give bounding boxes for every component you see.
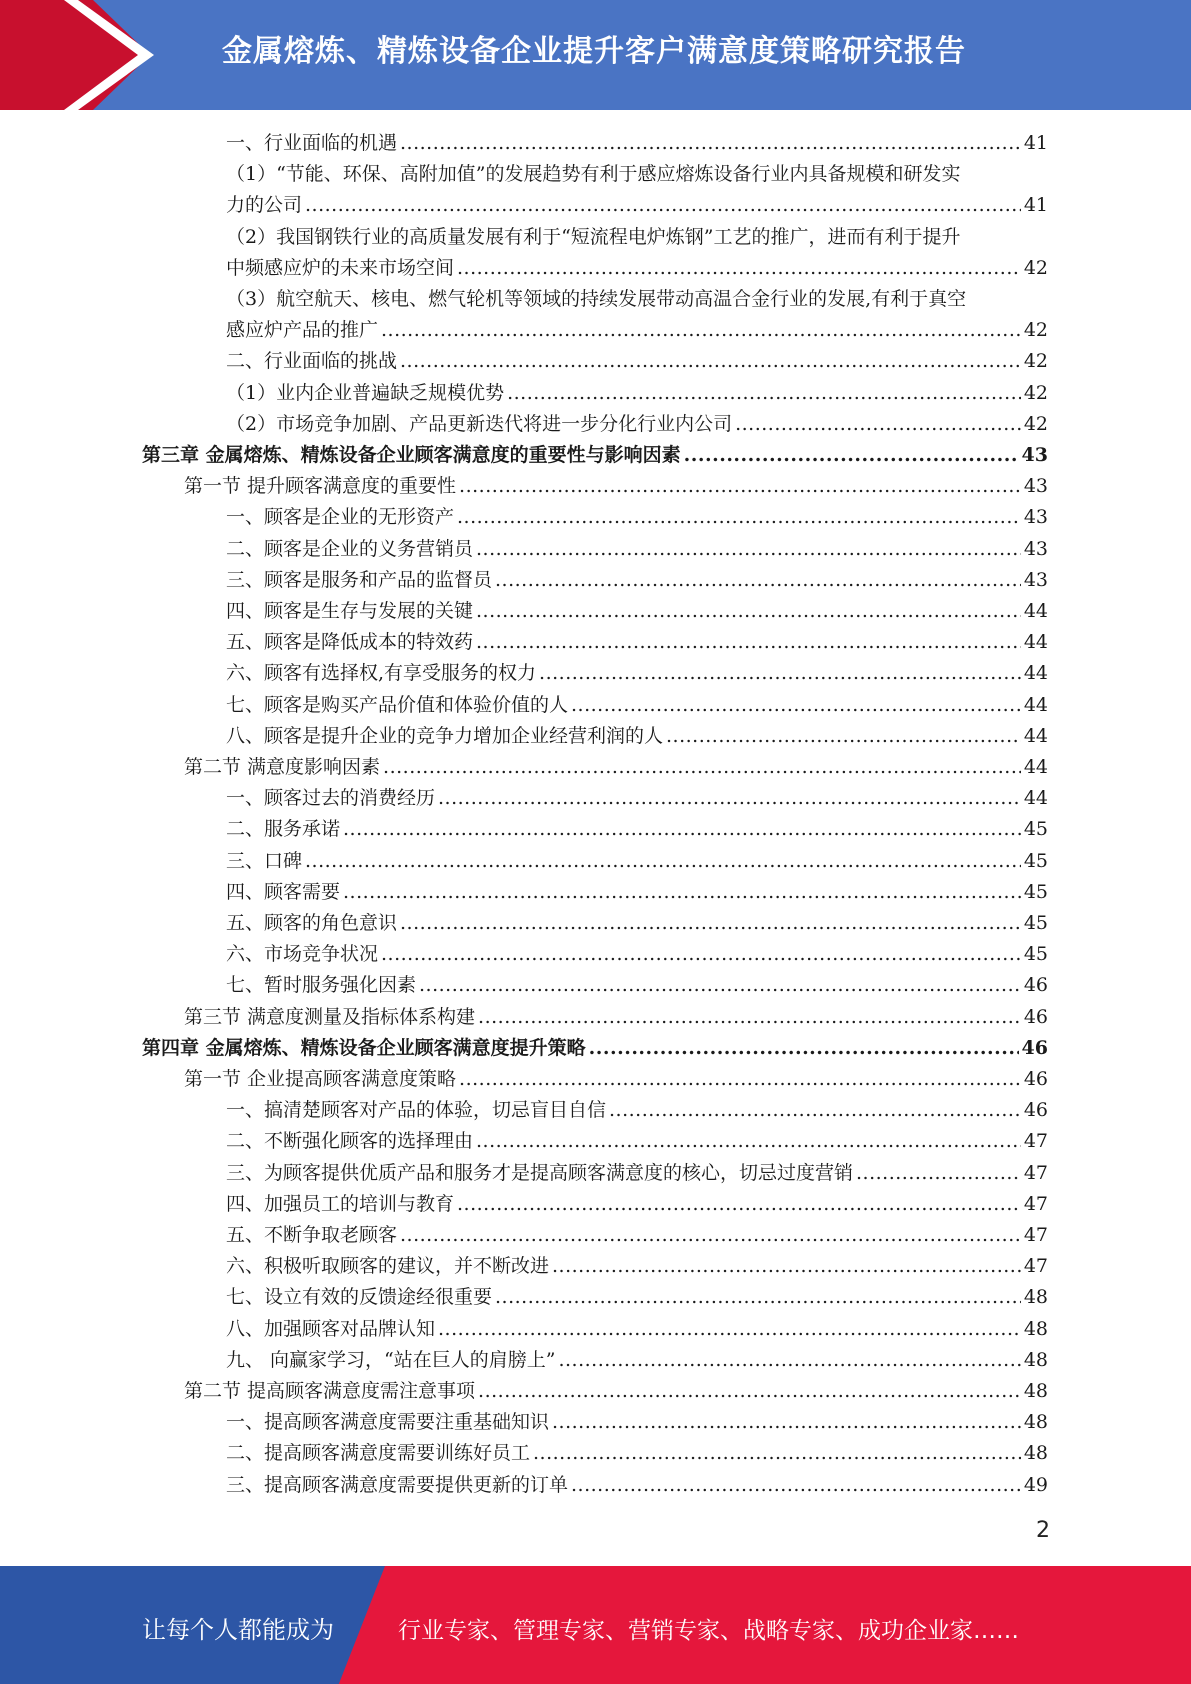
toc-page-number: 48 [1023,1349,1048,1371]
toc-item[interactable] [226,502,1048,533]
toc-item[interactable] [226,596,1048,627]
toc-item[interactable] [226,627,1048,658]
toc-section[interactable] [184,1064,1048,1095]
toc-page-number: 42 [1023,319,1048,341]
toc-leader-dots [419,970,1021,1001]
toc-page-number: 45 [1023,881,1048,903]
toc-entry-text: 一、顾客是企业的无形资产 [226,506,455,528]
toc-leader-dots [343,814,1021,845]
toc-item[interactable] [226,721,1048,752]
toc-leader-dots [457,502,1021,533]
toc-entry-text: 五、不断争取老顾客 [226,1224,398,1246]
toc-page-number: 47 [1023,1130,1048,1152]
toc-item[interactable] [226,346,1048,377]
toc-item[interactable] [226,1095,1048,1126]
toc-entry-text: 七、顾客是购买产品价值和体验价值的人 [226,694,569,716]
toc-leader-dots [400,346,1021,377]
toc-entry-text: 三、为顾客提供优质产品和服务才是提高顾客满意度的核心，切忌过度营销 [226,1162,854,1184]
toc-page-number: 43 [1023,569,1048,591]
toc-leader-dots [609,1095,1021,1126]
toc-leader-dots [459,1064,1021,1095]
toc-entry-text: 六、市场竞争状况 [226,943,379,965]
toc-section[interactable] [184,752,1048,783]
toc-entry-text: 三、口碑 [226,850,303,872]
toc-page-number: 46 [1023,1006,1048,1028]
toc-leader-dots [476,596,1021,627]
toc-item[interactable] [226,1158,1048,1189]
toc-chapter[interactable] [142,440,1048,471]
toc-leader-dots [459,471,1021,502]
toc-item[interactable] [226,190,1048,221]
toc-page-number: 42 [1023,350,1048,372]
toc-item[interactable] [226,1438,1048,1469]
toc-entry-text: 第二节 满意度影响因素 [184,756,381,778]
toc-item[interactable] [226,315,1048,346]
toc-entry-text: 五、顾客是降低成本的特效药 [226,631,474,653]
toc-entry-text: 力的公司 [226,194,303,216]
toc-item[interactable] [226,939,1048,970]
toc-entry-text: 五、顾客的角色意识 [226,912,398,934]
toc-item[interactable] [226,970,1048,1001]
toc-leader-dots [571,1470,1021,1501]
toc-page-number: 44 [1023,725,1048,747]
toc-entry-first-line: （2）我国钢铁行业的高质量发展有利于“短流程电炉炼钢”工艺的推广，进而有利于提升 [226,226,961,248]
toc-item[interactable] [226,1470,1048,1501]
toc-leader-dots [856,1158,1021,1189]
toc-item[interactable] [226,409,1048,440]
toc-entry-text: 第三章 金属熔炼、精炼设备企业顾客满意度的重要性与影响因素 [142,444,681,466]
toc-entry-text: 九、 向赢家学习，“站在巨人的肩膀上” [226,1349,556,1371]
toc-page-number: 47 [1023,1224,1048,1246]
toc-item[interactable] [226,1126,1048,1157]
toc-leader-dots [305,190,1021,221]
toc-entry-text: 六、积极听取顾客的建议，并不断改进 [226,1255,550,1277]
toc-page-number: 44 [1023,756,1048,778]
toc-leader-dots [533,1438,1021,1469]
toc-page-number: 46 [1023,974,1048,996]
toc-page-number: 45 [1023,818,1048,840]
toc-item[interactable] [226,253,1048,284]
toc-leader-dots [558,1345,1020,1376]
toc-leader-dots [507,378,1021,409]
toc-page-number: 46 [1023,1068,1048,1090]
toc-entry-text: 四、加强员工的培训与教育 [226,1193,455,1215]
toc-leader-dots [381,315,1021,346]
toc-item[interactable] [226,1189,1048,1220]
toc-item[interactable] [226,1407,1048,1438]
toc-item[interactable] [226,378,1048,409]
toc-leader-dots [400,908,1021,939]
toc-leader-dots [343,877,1021,908]
toc-entry-text: 中频感应炉的未来市场空间 [226,257,455,279]
toc-entry-first-line: （3）航空航天、核电、燃气轮机等领域的持续发展带动高温合金行业的发展,有利于真空 [226,288,967,310]
toc-item[interactable] [226,690,1048,721]
toc-entry-first-line: （1）“节能、环保、高附加值”的发展趋势有利于感应熔炼设备行业内具备规模和研发实 [226,163,961,185]
toc-entry-text: 第三节 满意度测量及指标体系构建 [184,1006,476,1028]
toc-page-number: 44 [1023,631,1048,653]
toc-item[interactable] [226,534,1048,565]
toc-page-number: 46 [1021,1037,1048,1059]
toc-leader-dots [735,409,1021,440]
toc-page-number: 48 [1023,1318,1048,1340]
toc-entry-text: 一、顾客过去的消费经历 [226,787,436,809]
toc-entry-text: 一、提高顾客满意度需要注重基础知识 [226,1411,550,1433]
toc-page-number: 46 [1023,1099,1048,1121]
report-title: 金属熔炼、精炼设备企业提升客户满意度策略研究报告 [222,34,966,69]
toc-entry-text: 四、顾客是生存与发展的关键 [226,600,474,622]
toc-entry-text: 二、不断强化顾客的选择理由 [226,1130,474,1152]
page-header [0,0,1191,110]
toc-page-number: 44 [1023,787,1048,809]
toc-leader-dots [400,128,1021,159]
toc-item[interactable] [226,783,1048,814]
toc-item[interactable] [226,1345,1048,1376]
toc-leader-dots [476,627,1021,658]
page-number: 2 [1036,1518,1050,1543]
toc-leader-dots [476,534,1021,565]
page-footer [0,1566,1191,1684]
toc-section[interactable] [184,471,1048,502]
toc-entry-text: 四、顾客需要 [226,881,341,903]
toc-item[interactable] [226,846,1048,877]
toc-page-number: 45 [1023,912,1048,934]
toc-entry-text: 三、顾客是服务和产品的监督员 [226,569,493,591]
toc-leader-dots [589,1033,1019,1064]
toc-entry-text: 第一节 企业提高顾客满意度策略 [184,1068,457,1090]
toc-entry-text: 三、提高顾客满意度需要提供更新的订单 [226,1474,569,1496]
toc-page-number: 43 [1021,444,1048,466]
toc-item[interactable] [226,877,1048,908]
toc-leader-dots [495,1282,1021,1313]
toc-page-number: 44 [1023,694,1048,716]
toc-entry-text: 八、加强顾客对品牌认知 [226,1318,436,1340]
toc-page-number: 48 [1023,1411,1048,1433]
toc-leader-dots [438,1314,1021,1345]
toc-page-number: 48 [1023,1442,1048,1464]
toc-entry-text: 一、行业面临的机遇 [226,132,398,154]
toc-leader-dots [684,440,1019,471]
toc-leader-dots [478,1376,1021,1407]
toc-page-number: 44 [1023,600,1048,622]
toc-entry-text: 六、顾客有选择权,有享受服务的权力 [226,662,537,684]
toc-leader-dots [438,783,1021,814]
toc-page-number: 43 [1023,506,1048,528]
toc-leader-dots [571,690,1021,721]
toc-entry-text: 八、顾客是提升企业的竞争力增加企业经营利润的人 [226,725,664,747]
toc-leader-dots [552,1251,1021,1282]
toc-entry-text: 一、搞清楚顾客对产品的体验，切忌盲目自信 [226,1099,607,1121]
toc-entry-text: 七、设立有效的反馈途经很重要 [226,1286,493,1308]
toc-chapter[interactable] [142,1033,1048,1064]
toc-page-number: 45 [1023,943,1048,965]
toc-entry-text: 二、提高顾客满意度需要训练好员工 [226,1442,531,1464]
toc-leader-dots [400,1220,1021,1251]
toc-leader-dots [457,1189,1021,1220]
toc-page-number: 44 [1023,662,1048,684]
toc-leader-dots [539,658,1021,689]
header-red-chevron [0,0,150,110]
toc-item[interactable] [226,1251,1048,1282]
toc-page-number: 47 [1023,1162,1048,1184]
toc-entry-text: 第二节 提高顾客满意度需注意事项 [184,1380,476,1402]
toc-item[interactable] [226,1220,1048,1251]
toc-page-number: 43 [1023,475,1048,497]
toc-section[interactable] [184,1002,1048,1033]
toc-item[interactable] [226,814,1048,845]
toc-page-number: 49 [1023,1474,1048,1496]
toc-entry-text: （1）业内企业普遍缺乏规模优势 [226,382,505,404]
toc-leader-dots [383,752,1021,783]
toc-page-number: 48 [1023,1380,1048,1402]
toc-leader-dots [476,1126,1021,1157]
toc-page-number: 41 [1023,194,1048,216]
footer-slogan-right: 行业专家、管理专家、营销专家、战略专家、成功企业家…… [398,1618,1019,1644]
toc-page-number: 42 [1023,382,1048,404]
toc-entry-text: 七、暂时服务强化因素 [226,974,417,996]
toc-leader-dots [305,846,1021,877]
toc-leader-dots [457,253,1021,284]
toc-item[interactable] [226,565,1048,596]
toc-entry-text: （2）市场竞争加剧、产品更新迭代将进一步分化行业内公司 [226,413,733,435]
toc-page-number: 47 [1023,1193,1048,1215]
toc-page-number: 45 [1023,850,1048,872]
toc-item[interactable] [226,1314,1048,1345]
toc-page-number: 42 [1023,257,1048,279]
toc-page-number: 42 [1023,413,1048,435]
toc-entry-text: 第一节 提升顾客满意度的重要性 [184,475,457,497]
toc-entry-text: 二、行业面临的挑战 [226,350,398,372]
toc-entry-text: 感应炉产品的推广 [226,319,379,341]
toc-page-number: 41 [1023,132,1048,154]
footer-slogan-left: 让每个人都能成为 [142,1616,334,1644]
toc-entry-text: 第四章 金属熔炼、精炼设备企业顾客满意度提升策略 [142,1037,586,1059]
toc-leader-dots [381,939,1021,970]
toc-page-number: 48 [1023,1286,1048,1308]
toc-leader-dots [495,565,1021,596]
toc-entry-text: 二、服务承诺 [226,818,341,840]
toc-page-number: 43 [1023,538,1048,560]
toc-section[interactable] [184,1376,1048,1407]
toc-item[interactable] [226,658,1048,689]
toc-item[interactable] [226,1282,1048,1313]
toc-page-number: 47 [1023,1255,1048,1277]
toc-item[interactable] [226,128,1048,159]
toc-leader-dots [478,1002,1021,1033]
toc-item[interactable] [226,908,1048,939]
toc-leader-dots [552,1407,1021,1438]
toc-leader-dots [666,721,1021,752]
toc-entry-text: 二、顾客是企业的义务营销员 [226,538,474,560]
